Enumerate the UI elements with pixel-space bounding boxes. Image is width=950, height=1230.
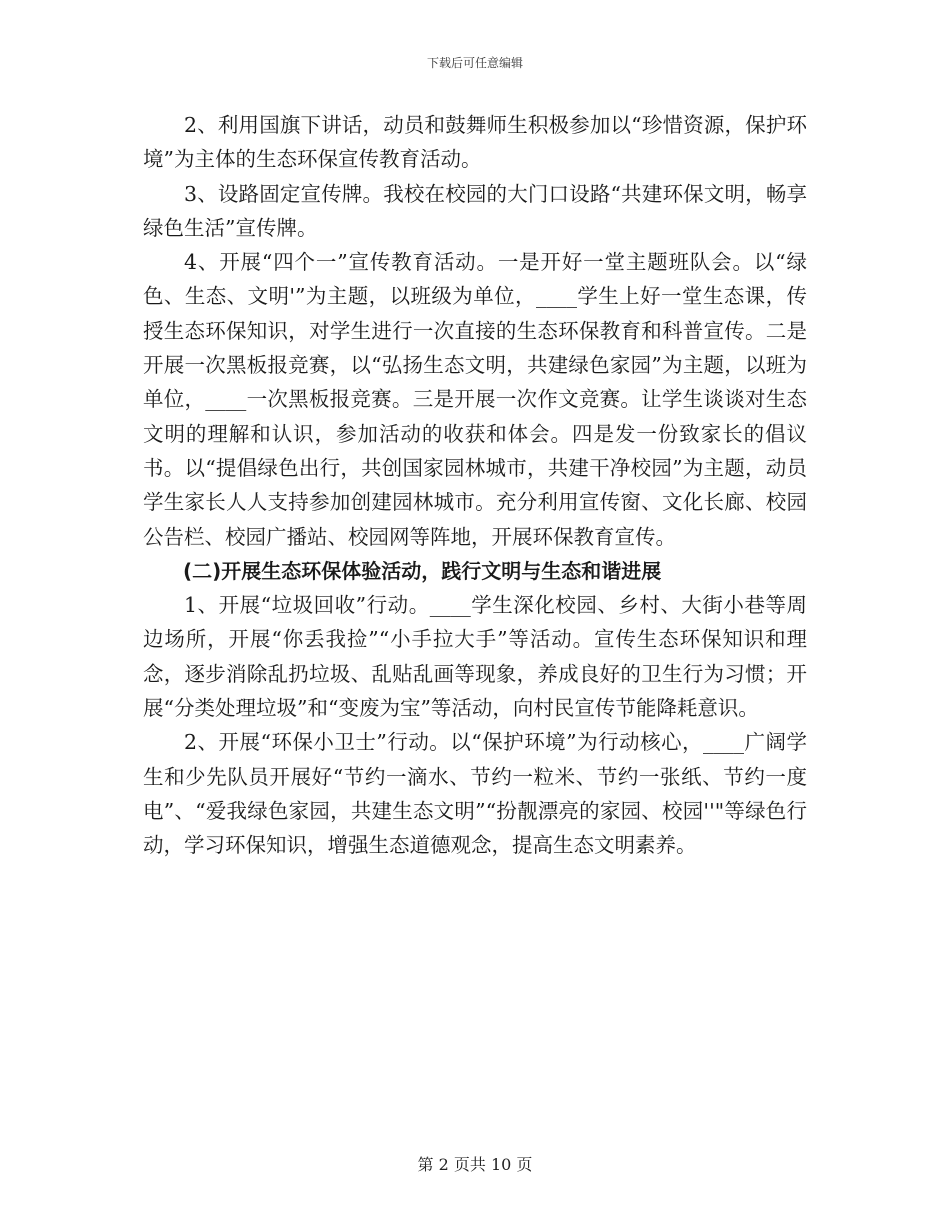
paragraph-guardian: 2、开展“环保小卫士”行动。以“保护环境”为行动核心，____广阔学生和少先队员开展好“节约一滴水、节约一粒米、节约一张纸、节约一度电”、“爱我绿色家园，共建生态文明”“扮靓漂亮的家园、校园''"等绿色行动，学习环保知识，增强生态道德观念，提高生态文明素养。 — [143, 730, 807, 858]
section-heading: (二)开展生态环保体验活动，践行文明与生态和谐进展 — [183, 558, 662, 583]
page-number: 第 2 页共 10 页 — [417, 1155, 533, 1174]
document-body — [143, 108, 807, 863]
paragraph-item-4: 4、开展“四个一”宣传教育活动。一是开好一堂主题班队会。以“绿色、生态、文明'”为主题，以班级为单位，____学生上好一堂生态课，传授生态环保知识，对学生进行一次直接的生态环保教育和科普宣传。二是开展一次黑板报竞赛，以“弘扬生态文明，共建绿色家园”为主题，以班为单位，____一次黑板报竞赛。三是开展一次作文竞赛。让学生谈谈对生态文明的理解和认识，参加活动的收获和体会。四是发一份致家长的倡议书。以“提倡绿色出行，共创国家园林城市，共建干净校园”为主题，动员学生家长人人支持参加创建园林城市。充分利用宣传窗、文化长廊、校园公告栏、校园广播站、校园网等阵地，开展环保教育宣传。 — [143, 250, 807, 549]
paragraph-item-2: 2、利用国旗下讲话，动员和鼓舞师生积极参加以“珍惜资源，保护环境”为主体的生态环保宣传教育活动。 — [143, 113, 807, 172]
paragraph-item-3: 3、设路固定宣传牌。我校在校园的大门口设路“共建环保文明，畅享绿色生活”宣传牌。 — [143, 181, 807, 240]
paragraph-recycling: 1、开展“垃圾回收”行动。____学生深化校园、乡村、大街小巷等周边场所，开展“你丢我捡”“小手拉大手”等活动。宣传生态环保知识和理念，逐步消除乱扔垃圾、乱贴乱画等现象，养成良好的卫生行为习惯；开展“分类处理垃圾”和“变废为宝”等活动，向村民宣传节能降耗意识。 — [143, 593, 807, 721]
page-header: 下载后可任意编辑 — [426, 56, 523, 70]
